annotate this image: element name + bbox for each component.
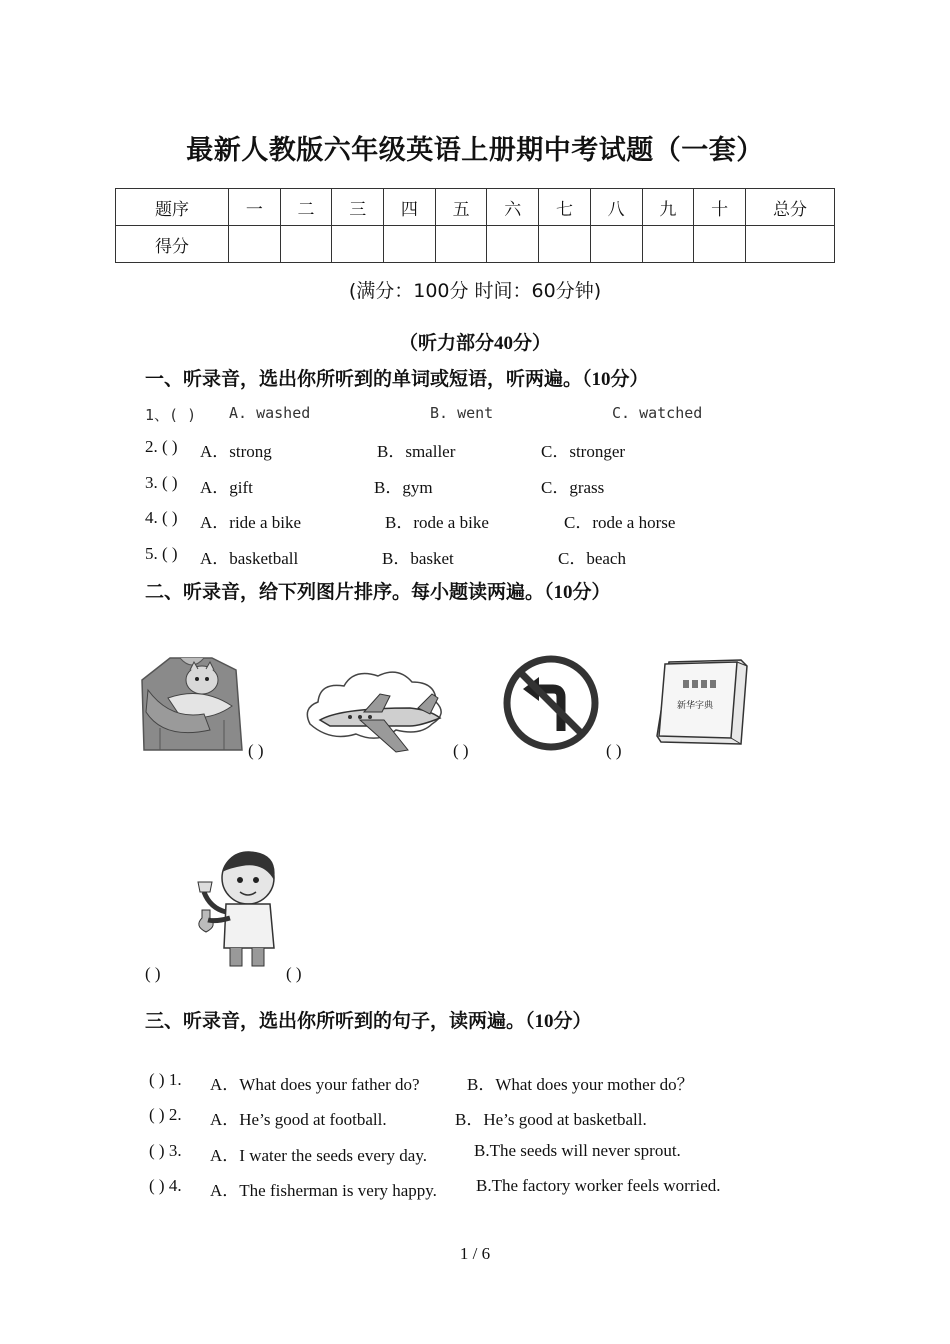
option-a[interactable]: A．strong	[200, 442, 272, 461]
answer-blank-2[interactable]: ( )	[453, 741, 469, 760]
section2-heading: 二、听录音，给下列图片排序。每小题读两遍。（10分）	[145, 582, 611, 603]
score-table-cell: 总分	[746, 189, 835, 226]
question-number[interactable]: ( ) 2.	[149, 1105, 182, 1124]
score-cell[interactable]	[280, 226, 332, 263]
score-time-info: (满分：100分 时间：60分钟)	[348, 280, 602, 302]
question-row	[149, 1141, 849, 1163]
question-row	[145, 508, 845, 530]
section1-heading: 一、听录音，选出你所听到的单词或短语，听两遍。（10分）	[145, 369, 649, 390]
score-cell[interactable]	[229, 226, 281, 263]
answer-blank-5[interactable]: ( )	[286, 964, 302, 983]
question-row	[145, 544, 845, 566]
page-title: 最新人教版六年级英语上册期中考试题（一套）	[186, 135, 764, 166]
option-a[interactable]: A．He’s good at football.	[210, 1110, 387, 1129]
question-row	[145, 404, 845, 426]
score-table-cell: 题序	[116, 189, 229, 226]
question-row	[149, 1070, 849, 1092]
score-cell[interactable]	[539, 226, 591, 263]
option-c[interactable]: C．grass	[541, 478, 605, 497]
question-number[interactable]: 2. ( )	[145, 437, 178, 456]
score-cell[interactable]	[590, 226, 642, 263]
score-cell[interactable]	[384, 226, 436, 263]
option-c[interactable]: C．beach	[558, 549, 626, 568]
answer-blank-1[interactable]: ( )	[248, 741, 264, 760]
option-a[interactable]: A．The fisherman is very happy.	[210, 1181, 437, 1200]
answer-blank-3[interactable]: ( )	[606, 741, 622, 760]
score-table-cell: 四	[384, 189, 436, 226]
score-table-cell: 六	[487, 189, 539, 226]
question-number[interactable]: ( ) 4.	[149, 1176, 182, 1195]
option-a[interactable]: A. washed	[229, 404, 311, 422]
option-b[interactable]: B. went	[430, 404, 494, 422]
option-a[interactable]: A．gift	[200, 478, 253, 497]
score-table-cell: 得分	[116, 226, 229, 263]
question-row	[145, 473, 845, 495]
option-b[interactable]: B．basket	[382, 549, 454, 568]
score-table-cell: 一	[229, 189, 281, 226]
option-b[interactable]: B．What does your mother do？	[467, 1075, 694, 1094]
question-number[interactable]: ( ) 1.	[149, 1070, 182, 1089]
option-a[interactable]: A．basketball	[200, 549, 299, 568]
score-table-cell: 十	[694, 189, 746, 226]
score-cell[interactable]	[746, 226, 835, 263]
page-number: 1 / 6	[459, 1244, 491, 1263]
score-cell[interactable]	[332, 226, 384, 263]
question-number[interactable]: 1、( )	[145, 406, 197, 424]
person-holding-cat-image	[140, 650, 245, 752]
dictionary-book-image	[655, 656, 753, 748]
dictionary-label: 新华字典	[676, 701, 714, 711]
answer-blank-4[interactable]: ( )	[145, 964, 161, 983]
score-table-header-row	[116, 189, 835, 226]
no-left-turn-sign-image	[503, 655, 599, 751]
score-cell[interactable]	[694, 226, 746, 263]
question-number[interactable]: 4. ( )	[145, 508, 178, 527]
option-b[interactable]: B．gym	[374, 478, 433, 497]
option-b[interactable]: B．smaller	[377, 442, 456, 461]
option-b[interactable]: B．rode a bike	[385, 513, 489, 532]
option-a[interactable]: A．What does your father do?	[210, 1075, 420, 1094]
score-table-cell: 九	[642, 189, 694, 226]
score-cell[interactable]	[487, 226, 539, 263]
boy-with-flask-image	[190, 848, 278, 972]
question-number[interactable]: 3. ( )	[145, 473, 178, 492]
question-row	[145, 437, 845, 459]
question-number[interactable]: ( ) 3.	[149, 1141, 182, 1160]
option-b[interactable]: B.The seeds will never sprout.	[474, 1141, 681, 1160]
score-table-cell: 五	[435, 189, 487, 226]
section3-heading: 三、听录音，选出你所听到的句子，读两遍。（10分）	[145, 1011, 592, 1032]
option-c[interactable]: C．stronger	[541, 442, 626, 461]
option-c[interactable]: C．rode a horse	[564, 513, 676, 532]
score-table-score-row	[116, 226, 835, 263]
question-row	[149, 1176, 849, 1198]
score-table-cell: 三	[332, 189, 384, 226]
airplane-image	[300, 664, 448, 754]
question-number[interactable]: 5. ( )	[145, 544, 178, 563]
score-table-cell: 二	[280, 189, 332, 226]
score-table	[115, 188, 835, 263]
option-a[interactable]: A．ride a bike	[200, 513, 302, 532]
question-row	[149, 1105, 849, 1127]
option-c[interactable]: C. watched	[612, 404, 703, 422]
score-cell[interactable]	[642, 226, 694, 263]
option-a[interactable]: A．I water the seeds every day.	[210, 1146, 427, 1165]
option-b[interactable]: B.The factory worker feels worried.	[476, 1176, 721, 1195]
option-b[interactable]: B．He’s good at basketball.	[455, 1110, 647, 1129]
score-table-cell: 七	[539, 189, 591, 226]
score-cell[interactable]	[435, 226, 487, 263]
listening-subtitle: （听力部分40分）	[398, 333, 551, 354]
score-table-cell: 八	[590, 189, 642, 226]
